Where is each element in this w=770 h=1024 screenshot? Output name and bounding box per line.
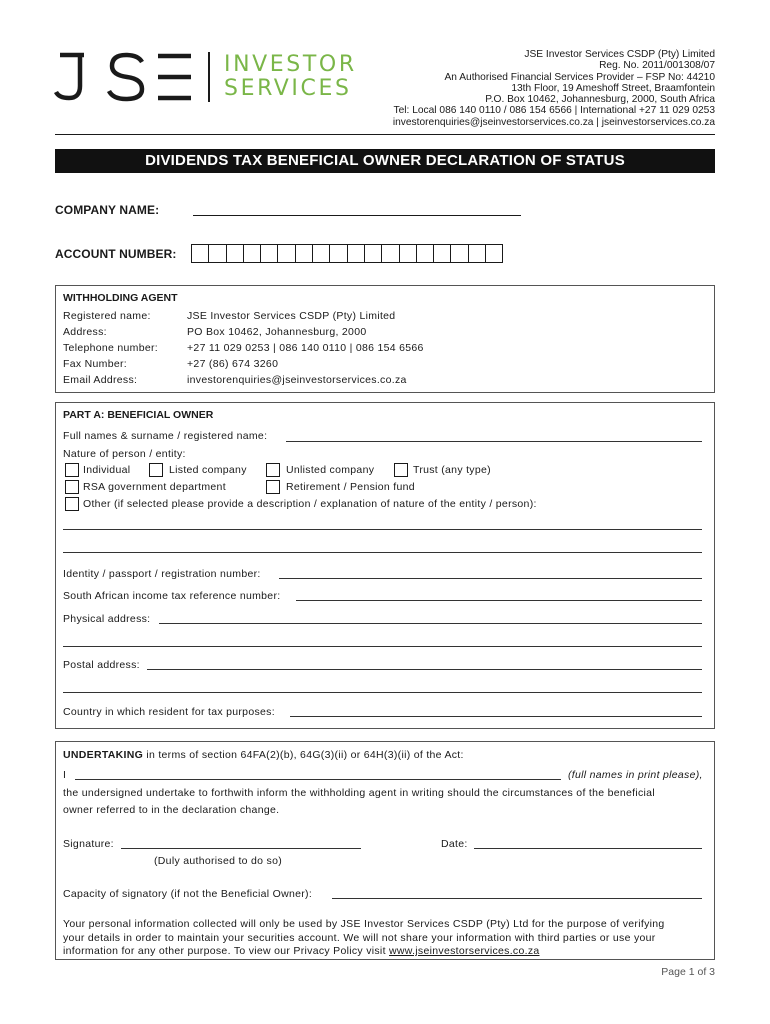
account-number-digit-box[interactable] [312,244,330,263]
fax-label: Fax Number: [63,358,127,370]
rsa-government-checkbox[interactable] [65,480,79,494]
i-label: I [63,769,67,781]
account-number-digit-box[interactable] [381,244,399,263]
duly-authorised-note: (Duly authorised to do so) [154,855,283,867]
account-number-digit-box[interactable] [468,244,486,263]
tax-residence-label: Country in which resident for tax purposes: [63,706,275,718]
account-number-digit-box[interactable] [347,244,365,263]
account-number-digit-box[interactable] [295,244,313,263]
privacy-policy-link[interactable]: www.jseinvestorservices.co.za [389,945,540,957]
nature-label: Nature of person / entity: [63,448,186,460]
part-a-beneficial-owner-section [55,402,715,729]
part-a-title: PART A: BENEFICIAL OWNER [63,409,214,421]
tax-residence-field[interactable] [290,716,702,717]
full-names-print-note: (full names in print please), [568,769,703,781]
email-website: investorenquiries@jseinvestorservices.co.za | jseinvestorservices.co.za [392,116,715,128]
fsp-number: An Authorised Financial Services Provider – FSP No: 44210 [444,71,715,83]
registration-number: Reg. No. 2011/001308/07 [599,60,715,72]
email-label: Email Address: [63,374,138,386]
account-number-digit-box[interactable] [450,244,468,263]
undertaking-text-line-1: the undersigned undertake to forthwith inform the withholding agent in writing should the circumstances of the beneficial [63,787,655,799]
full-names-print-field[interactable] [75,779,561,780]
withholding-agent-title: WITHHOLDING AGENT [63,292,178,304]
account-number-digit-box[interactable] [208,244,226,263]
account-number-digit-box[interactable] [226,244,244,263]
capacity-label: Capacity of signatory (if not the Beneficial Owner): [63,888,313,900]
physical-address-label: Physical address: [63,613,151,625]
date-label: Date: [441,838,468,850]
page-number: Page 1 of 3 [661,966,715,978]
trust-checkbox[interactable] [394,463,408,477]
identity-number-label: Identity / passport / registration number: [63,568,261,580]
identity-number-field[interactable] [279,578,702,579]
individual-label: Individual [83,464,131,476]
rsa-government-label: RSA government department [83,481,226,493]
telephone-numbers: Tel: Local 086 140 0110 / 086 154 6566 | International +27 11 029 0253 [393,105,715,117]
jse-logo-icon [54,52,194,102]
other-description-line-2[interactable] [63,552,702,553]
account-number-digit-box[interactable] [243,244,261,263]
jse-investor-services-logo [54,52,357,104]
account-number-digit-box[interactable] [191,244,209,263]
street-address: 13th Floor, 19 Ameshoff Street, Braamfontein [511,82,715,94]
registered-name-label: Registered name: [63,310,151,322]
other-description-line-1[interactable] [63,529,702,530]
tax-reference-field[interactable] [296,600,702,601]
account-number-digit-box[interactable] [329,244,347,263]
full-names-field[interactable] [286,441,702,442]
undertaking-section [55,741,715,960]
registered-name-value: JSE Investor Services CSDP (Pty) Limited [187,310,396,322]
postal-address-label: Postal address: [63,659,140,671]
email-value: investorenquiries@jseinvestorservices.co.za [187,374,407,386]
address-value: PO Box 10462, Johannesburg, 2000 [187,326,367,338]
retirement-fund-label: Retirement / Pension fund [286,481,415,493]
company-name: JSE Investor Services CSDP (Pty) Limited [524,49,715,60]
account-number-digit-box[interactable] [416,244,434,263]
account-number-label: ACCOUNT NUMBER: [55,247,177,261]
postal-address-field[interactable] [147,669,702,670]
company-name-field[interactable] [193,215,521,216]
listed-company-checkbox[interactable] [149,463,163,477]
account-number-digit-box[interactable] [364,244,382,263]
other-checkbox[interactable] [65,497,79,511]
account-number-digit-box[interactable] [399,244,417,263]
logo-divider [208,52,210,102]
individual-checkbox[interactable] [65,463,79,477]
signature-label: Signature: [63,838,114,850]
full-names-label: Full names & surname / registered name: [63,430,268,442]
company-name-label: COMPANY NAME: [55,203,160,217]
listed-company-label: Listed company [169,464,247,476]
unlisted-company-label: Unlisted company [286,464,375,476]
retirement-fund-checkbox[interactable] [266,480,280,494]
telephone-value: +27 11 029 0253 | 086 140 0110 | 086 154 6566 [187,342,424,354]
account-number-digit-box[interactable] [260,244,278,263]
date-field[interactable] [474,848,702,849]
logo-wordmark: INVESTOR SERVICES [224,52,357,101]
postal-address: P.O. Box 10462, Johannesburg, 2000, South Africa [485,94,715,106]
form-title: DIVIDENDS TAX BENEFICIAL OWNER DECLARATION OF STATUS [55,149,715,173]
company-contact-block [393,49,715,128]
other-label: Other (if selected please provide a description / explanation of nature of the entity / person): [83,498,537,510]
physical-address-field[interactable] [159,623,702,624]
capacity-field[interactable] [332,898,702,899]
undertaking-heading: UNDERTAKING in terms of section 64FA(2)(b), 64G(3)(ii) or 64H(3)(ii) of the Act: [63,749,464,761]
postal-address-line-2[interactable] [63,692,702,693]
trust-label: Trust (any type) [413,464,491,476]
account-number-digit-box[interactable] [433,244,451,263]
address-label: Address: [63,326,107,338]
account-number-boxes[interactable] [192,244,503,263]
unlisted-company-checkbox[interactable] [266,463,280,477]
physical-address-line-2[interactable] [63,646,702,647]
undertaking-text-line-2: owner referred to in the declaration change. [63,804,280,816]
telephone-label: Telephone number: [63,342,158,354]
signature-field[interactable] [121,848,361,849]
fax-value: +27 (86) 674 3260 [187,358,279,370]
privacy-notice: Your personal information collected will only be used by JSE Investor Services CSDP (Pty) Ltd for the purpose of verifying your details in order to maintain your securities account. We will not share your information with third parties or use your information for any other purpose. To view our Privacy Policy visit www.jseinvestorservices.co.za [63,918,665,957]
tax-reference-label: South African income tax reference number: [63,590,281,602]
header-rule [55,134,715,135]
withholding-agent-section [55,285,715,393]
account-number-digit-box[interactable] [277,244,295,263]
account-number-digit-box[interactable] [485,244,503,263]
